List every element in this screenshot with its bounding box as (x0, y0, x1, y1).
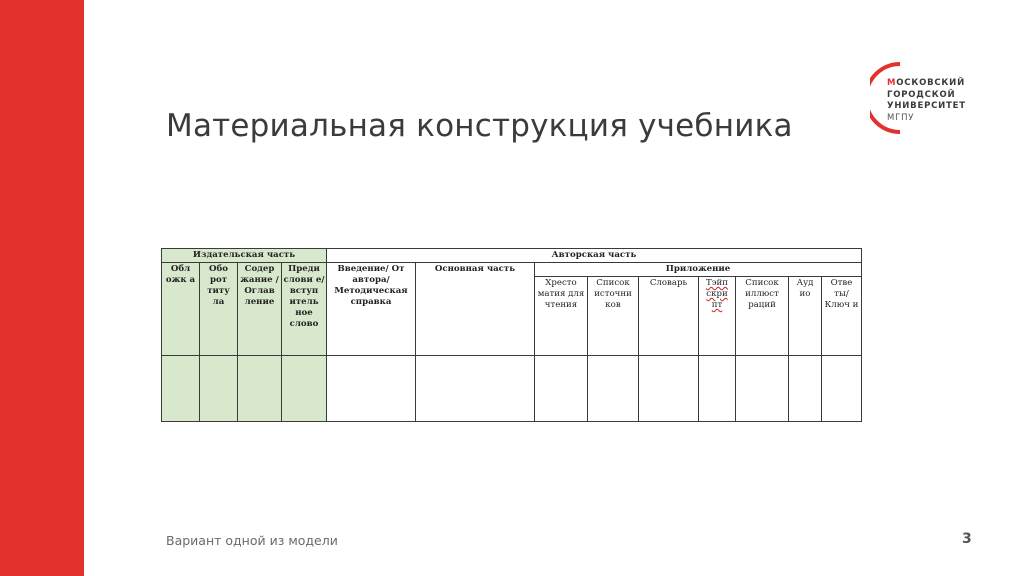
col-main-part: Основная часть (416, 263, 535, 356)
col-contents: Содер жание / Оглав ление (238, 263, 282, 356)
red-side-bar (0, 0, 84, 576)
col-cover: Обл ожк а (162, 263, 200, 356)
table-cell (282, 356, 327, 422)
logo-line1-first: М (887, 78, 897, 88)
table-cell (162, 356, 200, 422)
table-cell (588, 356, 639, 422)
col-sources: Список источни ков (588, 277, 639, 356)
table-cell (535, 356, 588, 422)
table-cell (789, 356, 822, 422)
logo-text (887, 78, 966, 124)
header-author-part: Авторская часть (327, 249, 862, 263)
logo-line2: ГОРОДСКОЙ (887, 89, 956, 100)
col-audio: Ауд ио (789, 277, 822, 356)
table-cell (416, 356, 535, 422)
logo-line4: МГПУ (887, 112, 915, 123)
col-foreword: Преди слови е/ вступ итель ное слово (282, 263, 327, 356)
logo-line1-rest: ОСКОВСКИЙ (896, 78, 965, 88)
table-cell (200, 356, 238, 422)
col-reader: Хресто матия для чтения (535, 277, 588, 356)
table-cell (327, 356, 416, 422)
header-publisher-part: Издательская часть (162, 249, 327, 263)
tapescript-label: Тэйп скри пт (705, 278, 728, 310)
col-illustrations: Список иллюст раций (736, 277, 789, 356)
col-answers: Отве ты/ Ключ и (822, 277, 862, 356)
textbook-structure-table (161, 248, 862, 422)
col-dictionary: Словарь (639, 277, 699, 356)
university-logo (870, 58, 990, 138)
table-cell (699, 356, 736, 422)
table-cell (822, 356, 862, 422)
table-cell (639, 356, 699, 422)
page-number: 3 (962, 531, 972, 547)
col-introduction: Введение/ От автора/ Методическая справка (327, 263, 416, 356)
table-cell (238, 356, 282, 422)
slide-title: Материальная конструкция учебника (166, 108, 793, 144)
table-row (162, 356, 862, 422)
col-title-back: Обо рот титу ла (200, 263, 238, 356)
table-cell (736, 356, 789, 422)
col-tapescript (699, 277, 736, 356)
logo-line3: УНИВЕРСИТЕТ (887, 101, 966, 111)
header-appendix: Приложение (535, 263, 862, 277)
slide-caption: Вариант одной из модели (166, 533, 338, 548)
